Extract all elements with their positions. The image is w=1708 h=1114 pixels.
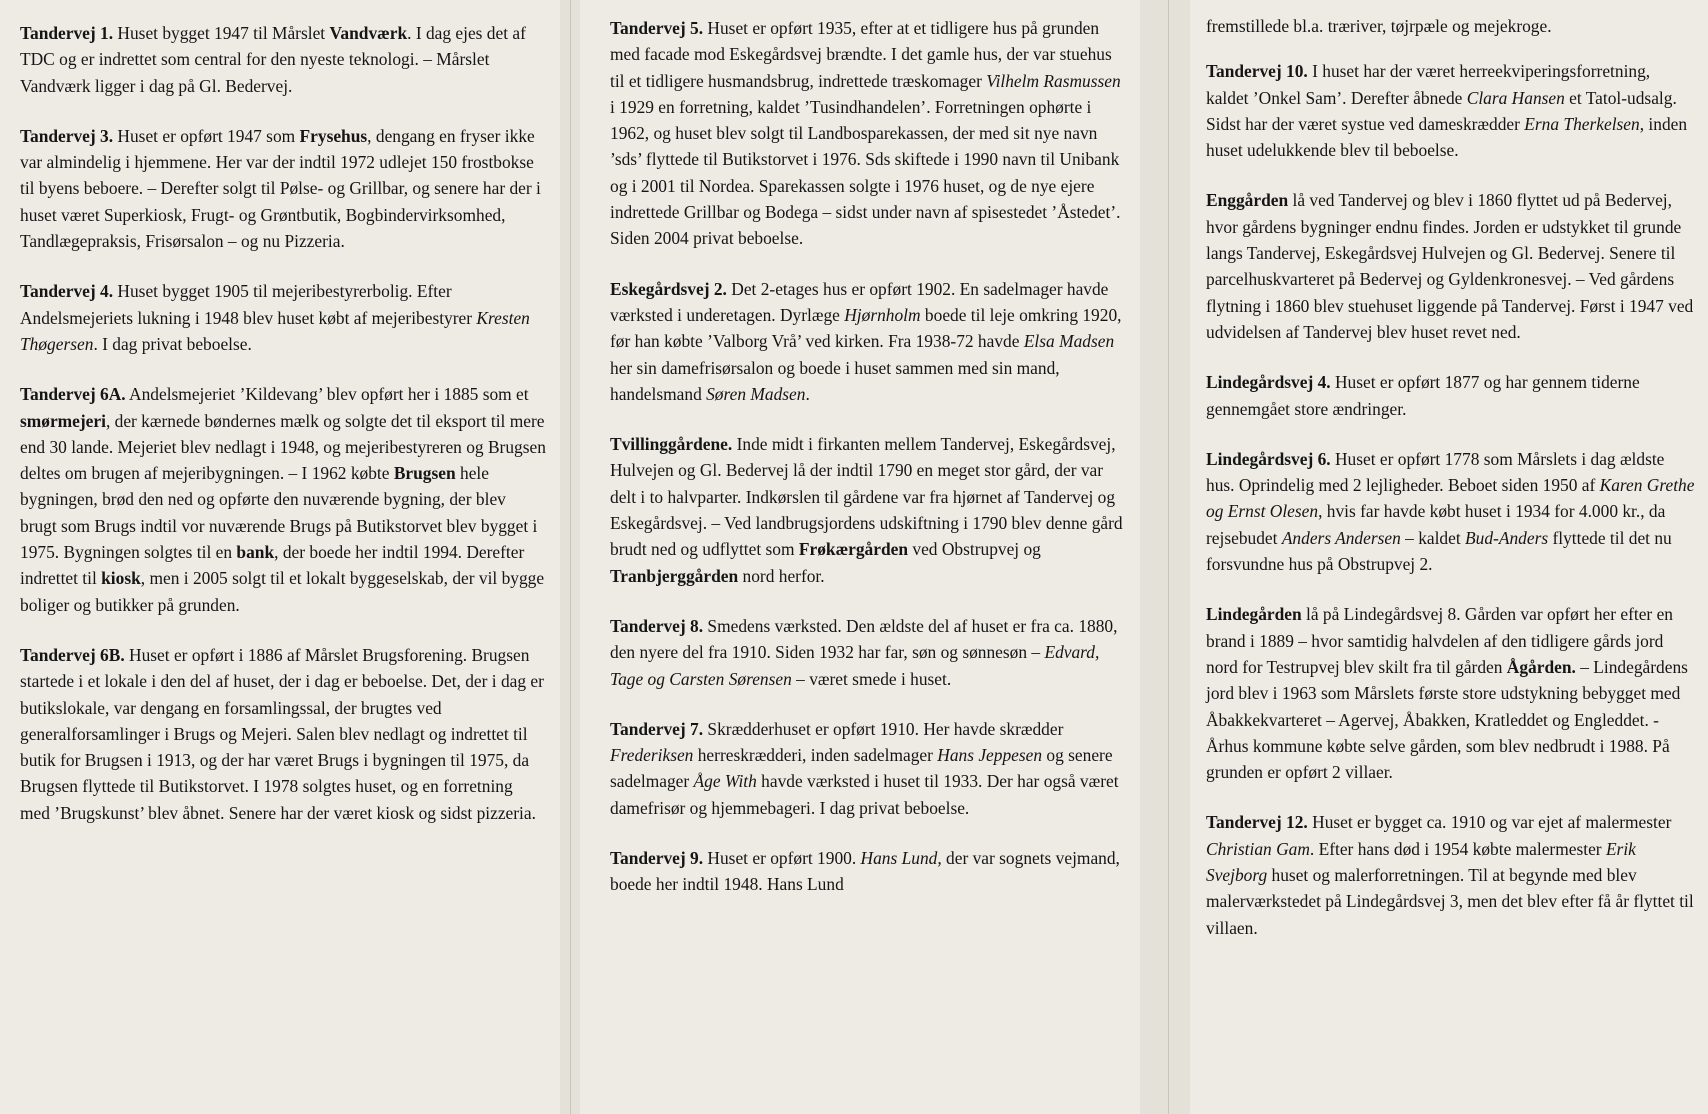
entry-text: flyttede til det nu forsvundne hus på Obstrupvej 2. bbox=[1206, 527, 1672, 575]
entry-name-italic: Kresten Thøgersen bbox=[20, 307, 530, 354]
entry-text: der var sognets vejmand, boede her indtil 1948. Hans Lund bbox=[610, 848, 1120, 895]
entry-name-italic: Anders Andersen bbox=[1281, 527, 1401, 548]
entry-text: Huset er opført 1877 og har gennem tiderne gennemgået store ændringer. bbox=[1206, 372, 1640, 419]
entry-text: Andelsmejeriet ’Kildevang’ blev opført her i 1885 som et bbox=[125, 384, 529, 405]
entry-text: – været smede i huset. bbox=[791, 668, 952, 689]
entry-name-italic: Edvard, Tage og Carsten Sørensen bbox=[610, 642, 1100, 689]
entry-text: , der boede her indtil 1994. Derefter indrettet til bbox=[20, 542, 525, 589]
text-entry bbox=[610, 276, 1126, 407]
entry-text: . bbox=[805, 383, 810, 404]
text-entry bbox=[1206, 187, 1696, 345]
entry-name-italic: Vilhelm Rasmussen bbox=[986, 70, 1121, 91]
entry-text: Huset er opført 1900. bbox=[703, 848, 861, 869]
entry-text: – Lindegårdens jord blev i 1963 som Mårslets første store udstykning bebygget med Åbakkekvarteret – Agervej, Åbakken, Kratleddet og Engleddet. - Århus kommune købte selve gården, som blev nedbrudt i 1988. På grunden er opført 2 villaer. bbox=[1206, 656, 1688, 783]
entry-name-italic: Elsa Madsen bbox=[1023, 331, 1115, 352]
entry-text: , der kærnede bøndernes mælk og solgte det til eksport til mere end 30 lande. Mejeriet blev nedlagt i 1948, og mejeribestyreren og Brugsen deltes om brugen af mejeribygningen. – I 1962 købte bbox=[20, 410, 546, 484]
entry-heading: Tandervej 6A. bbox=[20, 384, 126, 405]
entry-bold-term: bank bbox=[236, 542, 275, 563]
text-entry bbox=[20, 123, 546, 254]
entry-heading: Tandervej 7. bbox=[610, 718, 704, 739]
text-entry bbox=[1206, 58, 1696, 163]
entry-text: Huset er opført i 1886 af Mårslet Brugsforening. Brugsen startede i et lokale i den del af huset, der i dag er beboelse. Det, der i dag er butikslokale, var dengang en forsamlingssal, der brugtes ved generalforsamlinger i Brugs og Mejeri. Salen blev nedlagt og indrettet til butik for Brugsen i 1913, og der har været Brugs i bygningen til 1975, da Brugsen flyttede til Butikstorvet. I 1978 solgtes huset, og en forretning med ’Brugskunst’ blev åbnet. Senere har der været kiosk og sidst pizzeria. bbox=[20, 644, 544, 823]
entry-text: et Tatol-udsalg. Sidst har der været systue ved dameskrædder bbox=[1206, 87, 1677, 134]
entry-text: Det 2-etages hus er opført 1902. En sadelmager havde værksted i underetagen. Dyrlæge bbox=[610, 278, 1109, 325]
entry-text: og senere sadelmager bbox=[610, 745, 1113, 792]
text-entry bbox=[1206, 446, 1696, 577]
entry-heading: Tandervej 3. bbox=[20, 125, 114, 146]
entry-text: Inde midt i firkanten mellem Tandervej, Eskegårdsvej, Hulvejen og Gl. Bedervej lå der indtil 1790 en meget stor gård, der var delt i to halvparter. Indkørslen til gårdene var fra hjørnet af Tandervej og Eskegårdsvej. – Ved landbrugsjordens udskiftning i 1790 blev denne gård brudt ned og udflyttet som bbox=[610, 434, 1123, 560]
entry-text: , hvis far havde købt huset i 1934 for 4.000 kr., da rejsebudet bbox=[1206, 501, 1666, 548]
fold-line-2 bbox=[1168, 0, 1169, 1114]
text-entry bbox=[610, 431, 1126, 589]
text-entry bbox=[610, 15, 1126, 252]
entry-text: herreskrædderi, inden sadelmager bbox=[693, 745, 938, 766]
entry-text: Huset er opført 1947 som bbox=[113, 125, 300, 146]
entry-text: Huset bygget 1947 til Mårslet bbox=[113, 23, 330, 43]
entry-bold-term: Ågården. bbox=[1506, 656, 1576, 677]
entry-text: her sin damefrisørsalon og boede i huset sammen med sin mand, handelsmand bbox=[610, 357, 1060, 404]
entry-text: . I dag ejes det af TDC og er indrettet som central for den nyeste teknologi. – Mårslet Vandværk ligger i dag på Gl. Bedervej. bbox=[20, 23, 526, 96]
entry-heading: Tandervej 4. bbox=[20, 281, 114, 302]
entry-text: boede til leje omkring 1920, før han købte ’Valborg Vrå’ ved kirken. Fra 1938-72 havde bbox=[610, 304, 1122, 352]
entry-text: hele bygningen, brød den ned og opførte den nuværende bygning, der blev brugt som Brugs indtil vor nuværende Brugs på Butikstorvet blev bygget i 1975. Bygningen solgtes til en bbox=[20, 463, 538, 563]
entry-text: lå ved Tandervej og blev i 1860 flyttet ud på Bedervej, hvor gårdens bygninger endnu findes. Jorden er udstykket til grunde langs Tandervej, Eskegårdsvej Hulvejen og Gl. Bedervej. Senere til parcelhuskvarteret på Bedervej og Gyldenkronesvej. – Ved gårdens flytning i 1860 blev stuehuset liggende på Tandervej. Først i 1947 ved udvidelsen af Tandervej blev huset revet ned. bbox=[1206, 190, 1694, 342]
entry-name-italic: Hjørnholm bbox=[844, 304, 921, 325]
column-3 bbox=[1190, 0, 1708, 1114]
entry-text: ved Obstrupvej og bbox=[908, 539, 1041, 560]
text-entry bbox=[610, 613, 1126, 692]
entry-bold-term: Frysehus bbox=[299, 125, 368, 146]
entry-heading: Lindegårdsvej 4. bbox=[1206, 372, 1331, 393]
entry-bold-term: Frøkærgården bbox=[798, 539, 909, 560]
text-entry bbox=[1206, 601, 1696, 785]
entry-text: . I dag privat beboelse. bbox=[93, 333, 252, 354]
entry-bold-term: Vandværk bbox=[329, 23, 408, 43]
entry-name-italic: Bud-Anders bbox=[1465, 527, 1549, 548]
entry-text: nord herfor. bbox=[738, 565, 825, 586]
entry-heading: Tandervej 10. bbox=[1206, 61, 1308, 82]
entry-text: lå på Lindegårdsvej 8. Gården var opført her efter en brand i 1889 – hvor samtidig halvdelen af den tidligere gårds jord nord for Testrupvej blev skilt fra til gården bbox=[1206, 604, 1673, 677]
entry-text: Smedens værksted. Den ældste del af huset er fra ca. 1880, den nyere del fra 1910. Siden 1932 har far, søn og sønnesøn – bbox=[610, 615, 1118, 663]
entry-bold-term: kiosk bbox=[101, 568, 141, 589]
entry-name-italic: Hans Lund, bbox=[860, 848, 942, 869]
text-entry bbox=[20, 642, 546, 826]
entry-heading: Tvillinggårdene. bbox=[610, 434, 733, 455]
text-entry bbox=[1206, 13, 1696, 39]
entry-name-italic: Erik Svejborg bbox=[1206, 838, 1636, 886]
entry-name-italic: Clara Hansen bbox=[1466, 87, 1565, 108]
entry-heading: Tandervej 12. bbox=[1206, 812, 1308, 833]
entry-name-italic: Karen Grethe og Ernst Olesen bbox=[1206, 475, 1695, 522]
entry-heading: Lindegården bbox=[1206, 604, 1302, 625]
entry-name-italic: Søren Madsen bbox=[706, 383, 806, 404]
entry-text: , inden huset udelukkende blev til beboelse. bbox=[1206, 113, 1688, 161]
entry-text: I huset har der været herreekviperingsforretning, kaldet ’Onkel Sam’. Derefter åbnede bbox=[1206, 61, 1651, 108]
entry-text: Huset er bygget ca. 1910 og var ejet af malermester bbox=[1307, 812, 1672, 833]
entry-heading: Tandervej 6B. bbox=[20, 644, 125, 665]
text-entry bbox=[20, 20, 546, 99]
entry-bold-term: Tranbjerggården bbox=[610, 565, 739, 586]
entry-text: Huset er opført 1935, efter at et tidligere hus på grunden med facade mod Eskegårdsvej brændte. I det gamle hus, der var stuehus til et tidligere husmandsbrug, indrettede træskomager bbox=[610, 18, 1112, 91]
entry-text: Skrædderhuset er opført 1910. Her havde skrædder bbox=[703, 718, 1064, 739]
entry-bold-term: smørmejeri bbox=[20, 410, 106, 431]
entry-text: fremstillede bl.a. træriver, tøjrpæle og mejekroge. bbox=[1206, 16, 1552, 36]
entry-heading: Eskegårdsvej 2. bbox=[610, 278, 727, 299]
entry-text: . Efter hans død i 1954 købte malermester bbox=[1309, 838, 1606, 859]
entry-text: , dengang en fryser ikke var almindelig i hjemmene. Her var der indtil 1972 udlejet 150 frostbokse til byens beboere. – Derefter solgt til Pølse- og Grillbar, og senere har der i huset været Superkiosk, Frugt- og Grøntbutik, Bogbindervirksomhed, Tandlægepraksis, Frisørsalon – og nu Pizzeria. bbox=[20, 125, 541, 252]
entry-name-italic: Åge With bbox=[693, 771, 757, 792]
column-1 bbox=[0, 0, 560, 1114]
entry-bold-term: Brugsen bbox=[393, 463, 456, 484]
entry-heading: Tandervej 8. bbox=[610, 615, 704, 636]
text-entry bbox=[610, 845, 1126, 898]
entry-name-italic: Erna Therkelsen bbox=[1524, 113, 1640, 134]
entry-text: havde værksted i huset til 1933. Der har også været damefrisør og hjemmebageri. I dag privat beboelse. bbox=[610, 771, 1119, 818]
text-entry bbox=[20, 381, 546, 618]
entry-heading: Enggården bbox=[1206, 190, 1289, 211]
entry-heading: Lindegårdsvej 6. bbox=[1206, 448, 1331, 469]
entry-text: huset og malerforretningen. Til at begynde med blev malerværkstedet på Lindegårdsvej 3, men det blev efter få år flyttet til villaen. bbox=[1206, 865, 1694, 938]
entry-name-italic: Frederiksen bbox=[610, 745, 694, 766]
text-entry bbox=[1206, 809, 1696, 940]
entry-text: Huset er opført 1778 som Mårslets i dag ældste hus. Oprindelig med 2 lejligheder. Beboet siden 1950 af bbox=[1206, 448, 1665, 496]
entry-heading: Tandervej 9. bbox=[610, 848, 704, 869]
entry-name-italic: Christian Gam bbox=[1206, 838, 1310, 859]
entry-text: i 1929 en forretning, kaldet ’Tusindhandelen’. Forretningen ophørte i 1962, og huset blev solgt til Landbosparekassen, der med sit nye navn ’sds’ flyttede til Butikstorvet i 1976. Sds skiftede i 1990 navn til Unibank og i 2001 til Nordea. Sparekassen solgte i 1976 huset, og de nye ejere indrettede Grillbar og Bodega – sidst under navn af spisestedet ’Åstedet’. Siden 2004 privat beboelse. bbox=[610, 96, 1121, 249]
text-entry bbox=[1206, 369, 1696, 422]
entry-text: , men i 2005 solgt til et lokalt byggeselskab, der vil bygge boliger og butikker på grunden. bbox=[20, 568, 545, 615]
entry-heading: Tandervej 1. bbox=[20, 23, 114, 43]
entry-heading: Tandervej 5. bbox=[610, 18, 704, 38]
text-entry bbox=[20, 278, 546, 357]
entry-text: Huset bygget 1905 til mejeribestyrerbolig. Efter Andelsmejeriets lukning i 1948 blev huset købt af mejeribestyrer bbox=[20, 281, 477, 328]
fold-line-1 bbox=[570, 0, 571, 1114]
column-2 bbox=[580, 0, 1140, 1114]
entry-text: – kaldet bbox=[1400, 527, 1466, 548]
text-entry bbox=[610, 716, 1126, 821]
entry-name-italic: Hans Jeppesen bbox=[937, 745, 1043, 766]
